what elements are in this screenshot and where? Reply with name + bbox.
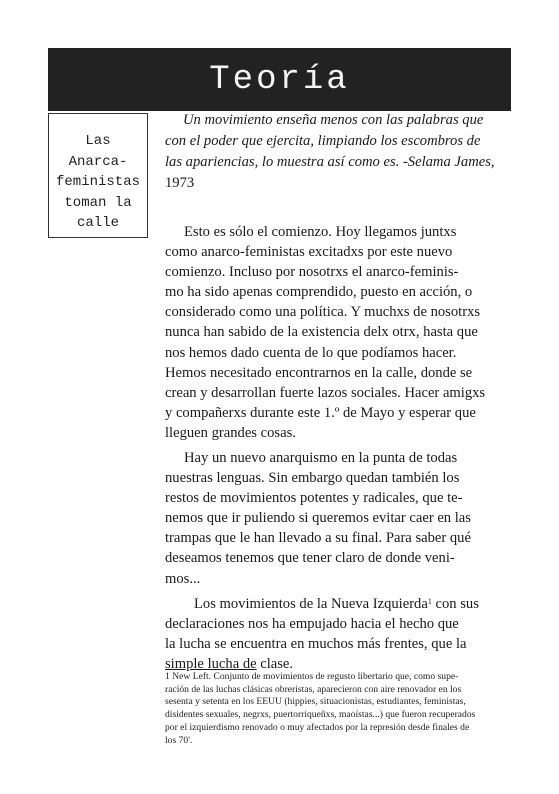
paragraph-line: Hay un nuevo anarquismo en la punta de todas [184, 450, 458, 466]
paragraph-line: lleguen grandes cosas. [165, 424, 296, 441]
paragraph-line: Esto es sólo el comienzo. Hoy llegamos juntxs [184, 224, 457, 240]
paragraph-1 [165, 222, 510, 443]
paragraph-text: clase. [256, 656, 294, 673]
paragraph-text: con sus [431, 596, 479, 612]
paragraph-line: deseamos tenemos que tener claro de donde veni- [165, 550, 455, 567]
paragraph-line: Hemos necesitado encontrarnos en la calle, donde se [165, 364, 473, 381]
sidebar-title [49, 131, 147, 234]
sidebar-title-line: calle [76, 215, 119, 231]
footnote-line: disidentes sexuales, negrxs, puertorriqueñxs, maoístas...) que fueron recuperados [165, 709, 476, 721]
quote-year: 1973 [165, 175, 195, 191]
paragraph-line: mo ha sido apenas comprendido, puesto en acción, o [165, 284, 473, 301]
footnote [165, 671, 515, 747]
footnote-line: los 70'. [165, 734, 193, 746]
paragraph-line: y compañerxs durante este 1.º de Mayo y esperar que [165, 404, 476, 421]
footnote-line: sesenta y setenta en los EEUU (hippies, situacionistas, estudiantes, feministas, [165, 696, 466, 708]
page-title: Teoría [209, 61, 350, 99]
paragraph-line: restos de movimientos potentes y radicales, que te- [165, 490, 463, 507]
sidebar-title-line: feministas [55, 174, 140, 190]
paragraph-3 [165, 594, 510, 674]
epigraph-quote [165, 110, 510, 194]
paragraph-line: trampas que le han llevado a su final. Para saber qué [165, 530, 471, 547]
paragraph-2 [165, 448, 510, 589]
footnote-reference: 1 [427, 597, 432, 606]
paragraph-line: nuestras lenguas. Sin embargo quedan también los [165, 470, 460, 487]
header-bar [48, 48, 511, 111]
paragraph-line: considerado como una política. Y muchxs de nosotrxs [165, 304, 481, 321]
footnote-line: por el izquierdismo renovado o muy afectados por la represión desde finales de [165, 721, 470, 733]
paragraph-line: la lucha se encuentra en muchos más frentes, que la [165, 636, 467, 653]
footnote-line: 1 New Left. Conjunto de movimientos de regusto libertario que, como supe- [165, 671, 459, 682]
sidebar-title-line: toman la [64, 194, 132, 211]
footnote-line: ración de las luchas clásicas obreristas, aparecieron con aire renovador en los [165, 683, 462, 695]
quote-line: con el poder que ejercita, limpiando los escombros de [165, 133, 481, 149]
paragraph-text: Los movimientos de la Nueva Izquierda [194, 596, 428, 612]
paragraph-line: declaraciones nos ha empujado hacia el hecho que [165, 616, 459, 633]
sidebar-title-line: Las [85, 133, 111, 149]
sidebar-title-box [48, 113, 148, 238]
paragraph-line: nos hemos dado cuenta de lo que podíamos hacer. [165, 344, 457, 361]
paragraph-line: mos... [165, 570, 201, 587]
paragraph-line [165, 594, 510, 614]
quote-line: las apariencias, lo muestra así como es. -Selama James, [165, 154, 495, 170]
underlined-text: simple lucha de [165, 656, 257, 673]
paragraph-line: como anarco-feministas excitadxs por este nuevo [165, 244, 453, 261]
paragraph-line: nemos que ir puliendo si queremos evitar caer en las [165, 510, 471, 527]
sidebar-title-line: Anarca- [68, 153, 128, 170]
paragraph-line: nunca han sabido de la existencia delx otrx, hasta que [165, 324, 478, 341]
paragraph-line: comienzo. Incluso por nosotrxs el anarco-feminis- [165, 264, 459, 281]
paragraph-line: crean y desarrollan fuerte lazos sociales. Hacer amigxs [165, 384, 486, 401]
quote-line: Un movimiento enseña menos con las palabras que [183, 112, 484, 128]
